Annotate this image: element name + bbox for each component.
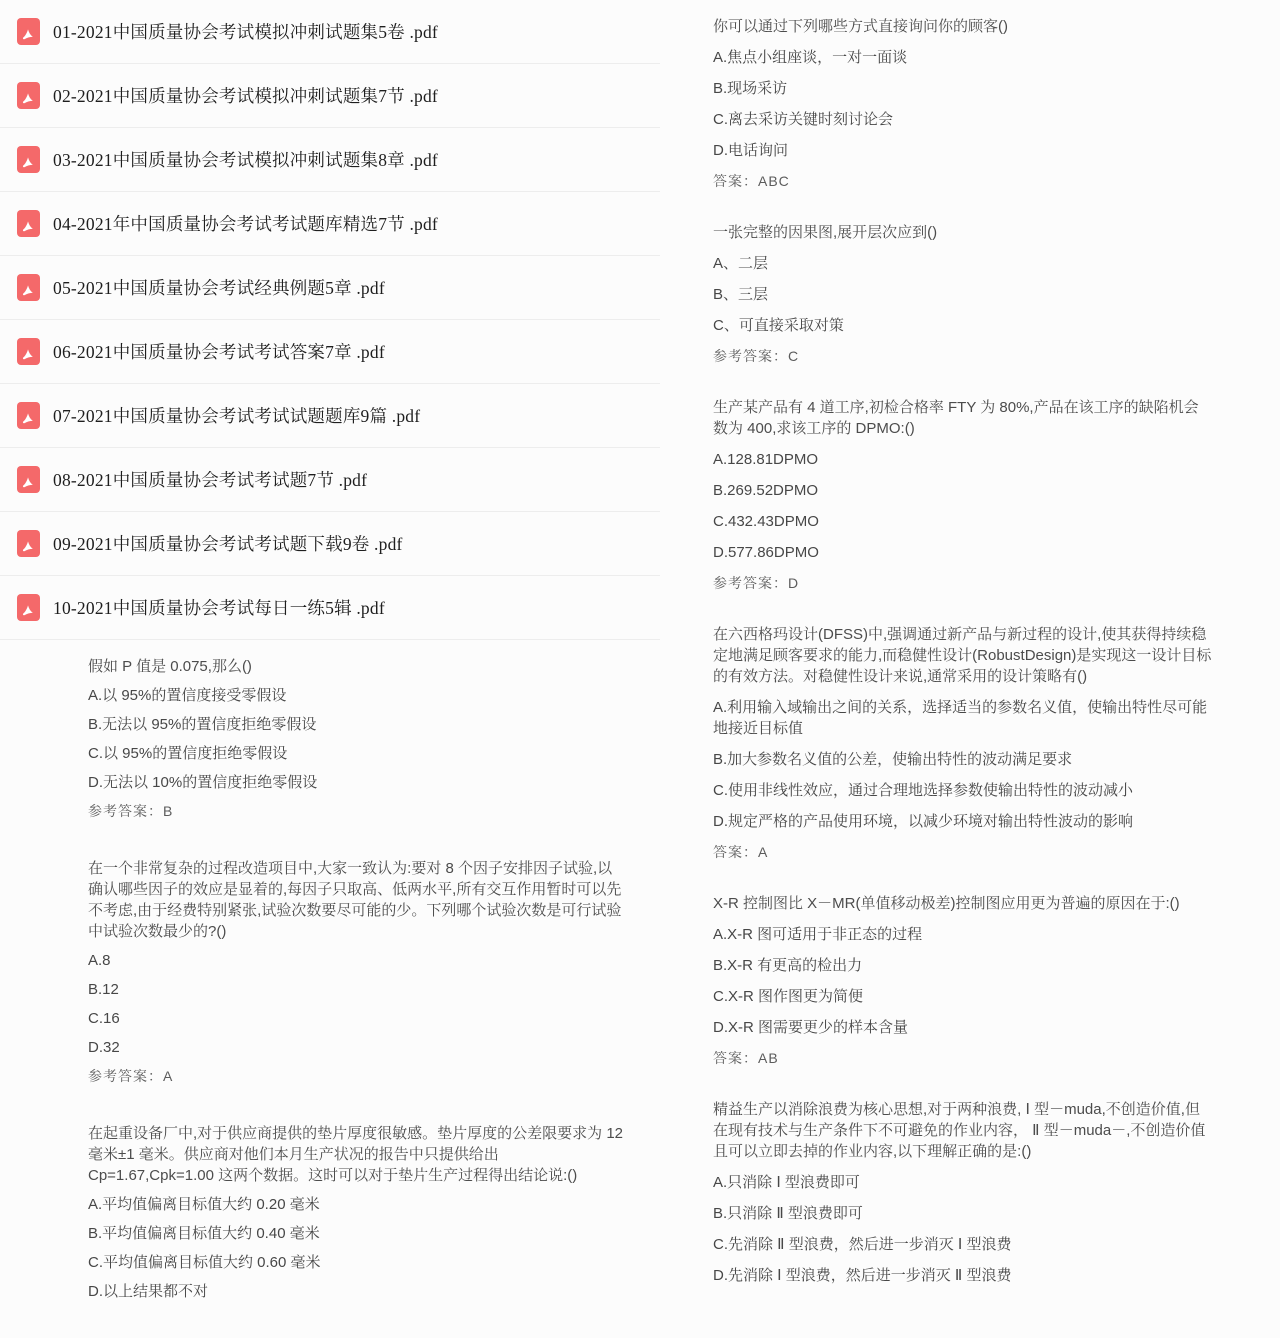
pdf-file-name: 08-2021中国质量协会考试考试题7节 .pdf <box>53 470 368 490</box>
pdf-file-item[interactable] <box>0 192 660 256</box>
pdf-file-name: 09-2021中国质量协会考试考试题下载9卷 .pdf <box>53 534 403 554</box>
pdf-file-name: 03-2021中国质量协会考试模拟冲刺试题集8章 .pdf <box>53 150 438 170</box>
question-option: A.焦点小组座谈，一对一面谈 <box>713 49 908 66</box>
question-option: D.电话询问 <box>713 142 789 159</box>
pdf-file-item[interactable] <box>0 256 660 320</box>
pdf-icon <box>17 210 40 237</box>
question-text: X-R 控制图比 X－MR(单值移动极差)控制图应用更为普遍的原因在于:() <box>713 895 1180 912</box>
question-option: C.先消除 Ⅱ 型浪费，然后进一步消灭 Ⅰ 型浪费 <box>713 1236 1012 1253</box>
pdf-file-name: 04-2021年中国质量协会考试考试题库精选7节 .pdf <box>53 214 438 234</box>
pdf-file-name: 06-2021中国质量协会考试考试答案7章 .pdf <box>53 342 385 362</box>
pdf-file-name: 01-2021中国质量协会考试模拟冲刺试题集5卷 .pdf <box>53 22 438 42</box>
question-option: C、可直接采取对策 <box>713 317 844 334</box>
question-block <box>713 893 1213 1069</box>
pdf-file-list <box>0 0 660 640</box>
question-option: C.离去采访关键时刻讨论会 <box>713 111 894 128</box>
question-option: B.加大参数名义值的公差，使输出特性的波动满足要求 <box>713 751 1073 768</box>
question-option: D.规定严格的产品使用环境，以减少环境对输出特性波动的影响 <box>713 813 1134 830</box>
question-answer: 参考答案：D <box>713 575 800 591</box>
question-option: A.只消除 Ⅰ 型浪费即可 <box>713 1174 860 1191</box>
question-block <box>88 1123 625 1302</box>
pdf-icon <box>17 82 40 109</box>
question-option: A.以 95%的置信度接受零假设 <box>88 687 287 704</box>
question-option: B.269.52DPMO <box>713 482 819 499</box>
question-text: 在起重设备厂中,对于供应商提供的垫片厚度很敏感。垫片厚度的公差限要求为 12 毫米±1 毫米。供应商对他们本月生产状况的报告中只提供给出 Cp=1.67,Cpk=1.00 这两个数据。这时可以对于垫片生产过程得出结论说:() <box>88 1125 624 1184</box>
question-option: A.平均值偏离目标值大约 0.20 毫米 <box>88 1196 320 1213</box>
pdf-icon <box>17 594 40 621</box>
question-option: B、三层 <box>713 286 769 303</box>
question-option: B.平均值偏离目标值大约 0.40 毫米 <box>88 1225 320 1242</box>
question-option: B.无法以 95%的置信度拒绝零假设 <box>88 716 317 733</box>
pdf-file-item[interactable] <box>0 128 660 192</box>
pdf-file-item[interactable] <box>0 320 660 384</box>
question-text: 在六西格玛设计(DFSS)中,强调通过新产品与新过程的设计,使其获得持续稳定地满足顾客要求的能力,而稳健性设计(RobustDesign)是实现这一设计目标的有效方法。对稳健性设计来说,通常采用的设计策略有() <box>713 626 1212 685</box>
question-option: C.以 95%的置信度拒绝零假设 <box>88 745 288 762</box>
question-block <box>88 656 625 822</box>
question-block <box>713 397 1213 594</box>
question-option: C.平均值偏离目标值大约 0.60 毫米 <box>88 1254 321 1271</box>
question-option: A、二层 <box>713 255 769 272</box>
question-option: D.先消除 Ⅰ 型浪费，然后进一步消灭 Ⅱ 型浪费 <box>713 1267 1012 1284</box>
question-option: B.只消除 Ⅱ 型浪费即可 <box>713 1205 863 1222</box>
pdf-file-name: 05-2021中国质量协会考试经典例题5章 .pdf <box>53 278 385 298</box>
question-option: D.32 <box>88 1039 120 1056</box>
question-text: 一张完整的因果图,展开层次应到() <box>713 224 938 241</box>
pdf-file-name: 07-2021中国质量协会考试考试试题题库9篇 .pdf <box>53 406 421 426</box>
pdf-file-name: 10-2021中国质量协会考试每日一练5辑 .pdf <box>53 598 385 618</box>
question-option: C.X-R 图作图更为简便 <box>713 988 864 1005</box>
question-block <box>713 1099 1213 1286</box>
question-option: A.X-R 图可适用于非正态的过程 <box>713 926 923 943</box>
pdf-file-item[interactable] <box>0 512 660 576</box>
question-option: C.使用非线性效应，通过合理地选择参数使输出特性的波动减小 <box>713 782 1134 799</box>
question-answer: 答案：AB <box>713 1050 779 1066</box>
question-block <box>713 16 1213 192</box>
pdf-file-item[interactable] <box>0 576 660 640</box>
pdf-file-name: 02-2021中国质量协会考试模拟冲刺试题集7节 .pdf <box>53 86 438 106</box>
pdf-icon <box>17 402 40 429</box>
pdf-file-item[interactable] <box>0 64 660 128</box>
pdf-icon <box>17 530 40 557</box>
question-answer: 参考答案：C <box>713 348 800 364</box>
question-option: D.577.86DPMO <box>713 544 819 561</box>
pdf-icon <box>17 146 40 173</box>
question-option: A.128.81DPMO <box>713 451 819 468</box>
question-text: 你可以通过下列哪些方式直接询问你的顾客() <box>713 18 1008 35</box>
question-text: 生产某产品有 4 道工序,初检合格率 FTY 为 80%,产品在该工序的缺陷机会数为 400,求该工序的 DPMO:() <box>713 399 1199 437</box>
left-question-section <box>0 656 660 1302</box>
question-text: 精益生产以消除浪费为核心思想,对于两种浪费, Ⅰ 型－muda,不创造价值,但在现有技术与生产条件下不可避免的作业内容， Ⅱ 型－muda－,不创造价值且可以立即去掉的作业内容,以下理解正确的是:() <box>713 1101 1206 1160</box>
question-option: C.432.43DPMO <box>713 513 819 530</box>
pdf-file-item[interactable] <box>0 384 660 448</box>
question-option: C.16 <box>88 1010 120 1027</box>
pdf-icon <box>17 274 40 301</box>
question-answer: 参考答案：A <box>88 1068 174 1084</box>
question-option: B.现场采访 <box>713 80 788 97</box>
question-option: D.X-R 图需要更少的样本含量 <box>713 1019 909 1036</box>
pdf-icon <box>17 338 40 365</box>
pdf-icon <box>17 18 40 45</box>
question-block <box>713 624 1213 863</box>
question-answer: 参考答案：B <box>88 803 174 819</box>
question-option: A.利用输入域输出之间的关系，选择适当的参数名义值，使输出特性尽可能地接近目标值 <box>713 699 1208 737</box>
question-option: B.X-R 有更高的检出力 <box>713 957 863 974</box>
question-block <box>88 858 625 1087</box>
question-answer: 答案：ABC <box>713 173 790 189</box>
question-option: D.无法以 10%的置信度拒绝零假设 <box>88 774 318 791</box>
question-option: D.以上结果都不对 <box>88 1283 209 1300</box>
question-block <box>713 222 1213 367</box>
question-option: B.12 <box>88 981 119 998</box>
question-answer: 答案：A <box>713 844 769 860</box>
pdf-file-item[interactable] <box>0 448 660 512</box>
right-question-section <box>713 16 1213 1316</box>
question-text: 假如 P 值是 0.075,那么() <box>88 658 252 675</box>
question-text: 在一个非常复杂的过程改造项目中,大家一致认为:要对 8 个因子安排因子试验,以确认哪些因子的效应是显着的,每因子只取高、低两水平,所有交互作用暂时可以先不考虑,由于经费特别紧张,试验次数要尽可能的少。下列哪个试验次数是可行试验中试验次数最少的?() <box>88 860 622 940</box>
pdf-file-item[interactable] <box>0 0 660 64</box>
question-option: A.8 <box>88 952 111 969</box>
pdf-icon <box>17 466 40 493</box>
